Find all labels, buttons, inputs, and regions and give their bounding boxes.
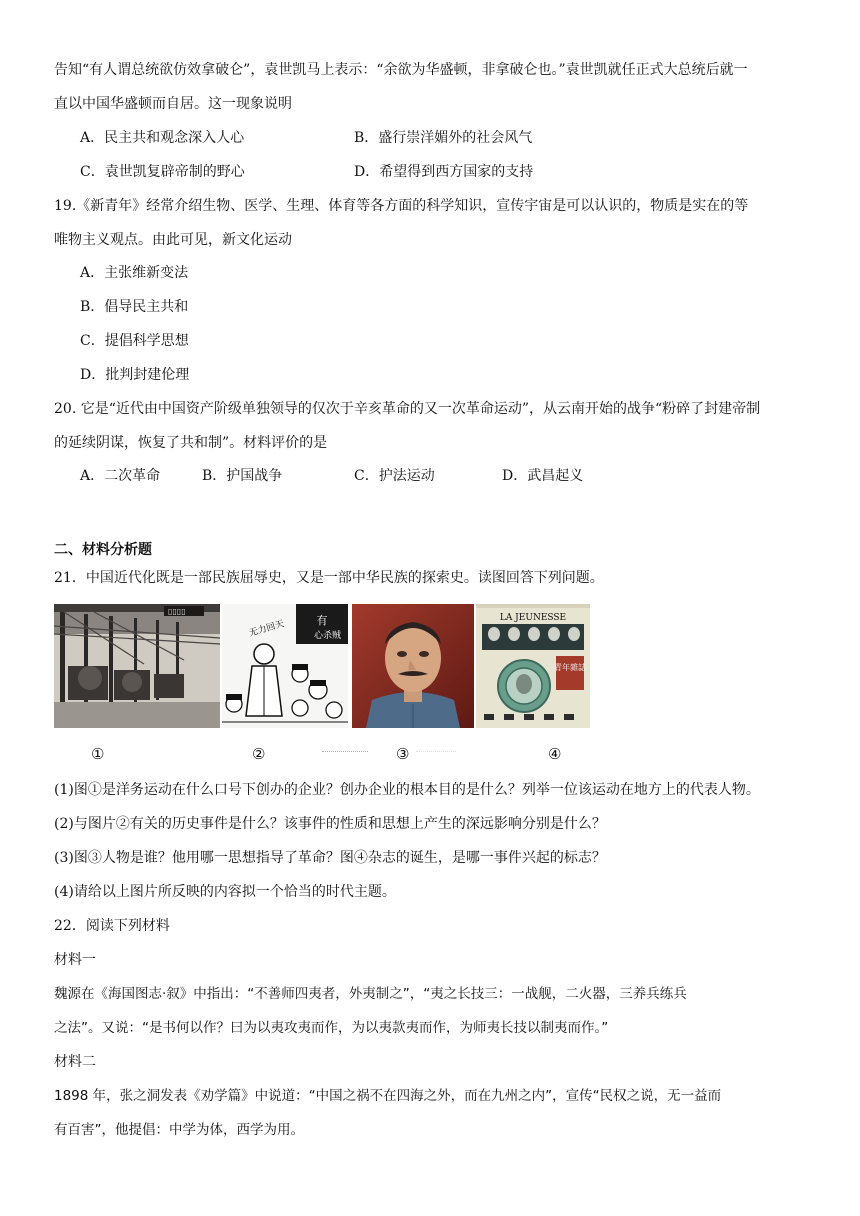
q21-sub1: (1)图①是洋务运动在什么口号下创办的企业？创办企业的根本目的是什么？列举一位该运动在地方上的代表人物。 [54,782,760,798]
q21-sub4: (4)请给以上图片所反映的内容拟一个恰当的时代主题。 [54,884,396,900]
cartoon-caption-b: 心杀贼 [314,631,342,641]
cartoon-image [222,604,348,728]
q18-option-b: B．盛行崇洋媚外的社会风气 [354,130,533,146]
q18-stem-line2: 直以中国华盛顿而自居。这一现象说明 [54,96,292,112]
cartoon-caption-c: 无力回天 [248,619,286,639]
q22-material2-line2: 有百害”，他提倡：中学为体，西学为用。 [54,1122,304,1138]
q22-material1-line1: 魏源在《海国图志·叙》中指出：“不善师四夷者，外夷制之”，“夷之长技三：一战舰，二火器，三养兵练兵 [54,986,687,1002]
q19-option-c: C．提倡科学思想 [80,333,189,349]
q22-material1-line2: 之法”。又说：“是书何以作？曰为以夷攻夷而作，为以夷款夷而作，为师夷长技以制夷而作。” [54,1020,609,1036]
q22-material2-label: 材料二 [54,1054,96,1070]
q21-sub3: (3)图③人物是谁？他用哪一思想指导了革命？图④杂志的诞生，是哪一事件兴起的标志？ [54,850,606,866]
q19-option-b: B．倡导民主共和 [80,299,189,315]
q18-stem-line1: 告知“有人谓总统欲仿效拿破仑”，袁世凯马上表示：“余欲为华盛顿，非拿破仑也。”袁世凯就任正式大总统后就一 [54,62,748,78]
magazine-cover [476,604,590,728]
image-label-4: ④ [548,745,562,763]
q20-stem-line2: 的延续阴谋，恢复了共和制”。材料评价的是 [54,435,328,451]
magazine-title-cn: 青年雜誌 [554,663,586,672]
q20-option-b: B．护国战争 [202,468,283,484]
divider-dots [322,751,368,752]
q19-stem-line2: 唯物主义观点。由此可见，新文化运动 [54,232,292,248]
image-label-1: ① [91,745,105,763]
image-label-2: ② [252,745,266,763]
q21-intro: 21．中国近代化既是一部民族屈辱史，又是一部中华民族的探索史。读图回答下列问题。 [54,570,604,586]
q18-option-d: D．希望得到西方国家的支持 [354,164,534,180]
q20-option-c: C．护法运动 [354,468,435,484]
magazine-title-latin: LA JEUNESSE [499,613,567,623]
svg-text:▯▯▯▯: ▯▯▯▯ [168,607,186,616]
divider-dots [416,751,456,752]
q18-option-c: C．袁世凯复辟帝制的野心 [80,164,245,180]
image-label-3: ③ [396,745,410,763]
q21-sub2: (2)与图片②有关的历史事件是什么？该事件的性质和思想上产生的深远影响分别是什么？ [54,816,606,832]
q19-option-d: D．批判封建伦理 [80,367,190,383]
q19-stem-line1: 19.《新青年》经常介绍生物、医学、生理、体育等各方面的科学知识，宣传宇宙是可以认识的，物质是实在的等 [54,198,749,214]
cartoon-caption-a: 有 [316,614,328,627]
q19-option-a: A．主张维新变法 [80,265,189,281]
q20-option-d: D．武昌起义 [502,468,584,484]
portrait-photo [352,604,474,728]
q18-option-a: A．民主共和观念深入人心 [80,130,245,146]
section-title: 二、材料分析题 [54,542,152,558]
q20-option-a: A．二次革命 [80,468,161,484]
factory-photo [54,604,220,728]
q22-intro: 22．阅读下列材料 [54,918,170,934]
q20-stem-line1: 20. 它是“近代由中国资产阶级单独领导的仅次于辛亥革命的又一次革命运动”，从云南开始的战争“粉碎了封建帝制 [54,401,761,417]
q22-material2-line1: 1898 年，张之洞发表《劝学篇》中说道：“中国之祸不在四海之外，而在九州之内”，宣传“民权之说，无一益而 [54,1088,722,1104]
q22-material1-label: 材料一 [54,952,96,968]
